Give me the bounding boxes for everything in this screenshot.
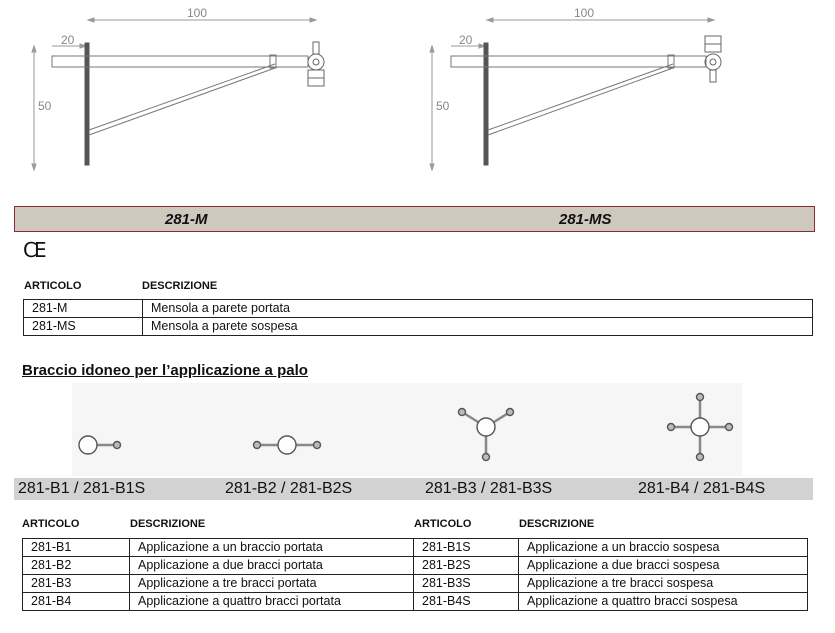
drawing-281-ms [430, 18, 721, 170]
table1 [23, 299, 813, 336]
dim-offset-right: 20 [459, 33, 473, 47]
three-arm-icon [459, 409, 514, 461]
dim-width-left: 100 [187, 6, 208, 20]
arm-label-b3: 281-B3 / 281-B3S [425, 480, 553, 497]
arm-label-b2: 281-B2 / 281-B2S [225, 480, 353, 497]
dim-offset-left: 20 [61, 33, 75, 47]
ce-mark-icon: CE [23, 238, 44, 262]
table-row [24, 318, 813, 336]
table1-header-articolo: ARTICOLO [24, 280, 82, 292]
table2-desc: Applicazione a tre bracci portata [130, 575, 414, 593]
table2-desc: Applicazione a quattro bracci sospesa [519, 593, 808, 611]
table2-right-header-descrizione: DESCRIZIONE [519, 518, 595, 530]
table2-desc: Applicazione a tre bracci sospesa [519, 575, 808, 593]
table2-code: 281-B1 [23, 539, 130, 557]
drawing-281-m [32, 18, 324, 170]
table2-desc: Applicazione a un braccio sospesa [519, 539, 808, 557]
table1-code: 281-M [24, 300, 143, 318]
arm-label-b4: 281-B4 / 281-B4S [638, 480, 766, 497]
table2-desc: Applicazione a due bracci portata [130, 557, 414, 575]
table2-code: 281-B3S [414, 575, 519, 593]
table1-code: 281-MS [24, 318, 143, 336]
table2-code: 281-B4 [23, 593, 130, 611]
dim-height-right: 50 [436, 99, 450, 113]
table-row [23, 593, 808, 611]
section-title: Braccio idoneo per l’applicazione a palo [22, 362, 308, 379]
table2-left-header-descrizione: DESCRIZIONE [130, 518, 206, 530]
table2-code: 281-B3 [23, 575, 130, 593]
table2-right-header-articolo: ARTICOLO [414, 518, 472, 530]
one-arm-icon [79, 436, 121, 454]
four-arm-icon [668, 394, 733, 461]
table1-desc: Mensola a parete portata [143, 300, 813, 318]
dim-width-right: 100 [574, 6, 595, 20]
table2-desc: Applicazione a un braccio portata [130, 539, 414, 557]
table-row [23, 539, 808, 557]
model-label-281-ms: 281-MS [559, 211, 612, 228]
table2-desc: Applicazione a quattro bracci portata [130, 593, 414, 611]
table2-left-header-articolo: ARTICOLO [22, 518, 80, 530]
technical-drawings [0, 0, 835, 200]
table2-code: 281-B2S [414, 557, 519, 575]
table2-desc: Applicazione a due bracci sospesa [519, 557, 808, 575]
model-label-281-m: 281-M [165, 211, 208, 228]
table-row [23, 557, 808, 575]
table-row [23, 575, 808, 593]
arm-label-bar [14, 478, 813, 500]
table2-code: 281-B1S [414, 539, 519, 557]
arm-icons [0, 383, 835, 478]
two-arm-icon [254, 436, 321, 454]
table2 [22, 538, 808, 611]
table2-code: 281-B4S [414, 593, 519, 611]
model-bar [14, 206, 815, 232]
table2-code: 281-B2 [23, 557, 130, 575]
arm-label-b1: 281-B1 / 281-B1S [18, 480, 146, 497]
dim-height-left: 50 [38, 99, 52, 113]
table1-header-descrizione: DESCRIZIONE [142, 280, 218, 292]
table1-desc: Mensola a parete sospesa [143, 318, 813, 336]
table-row [24, 300, 813, 318]
